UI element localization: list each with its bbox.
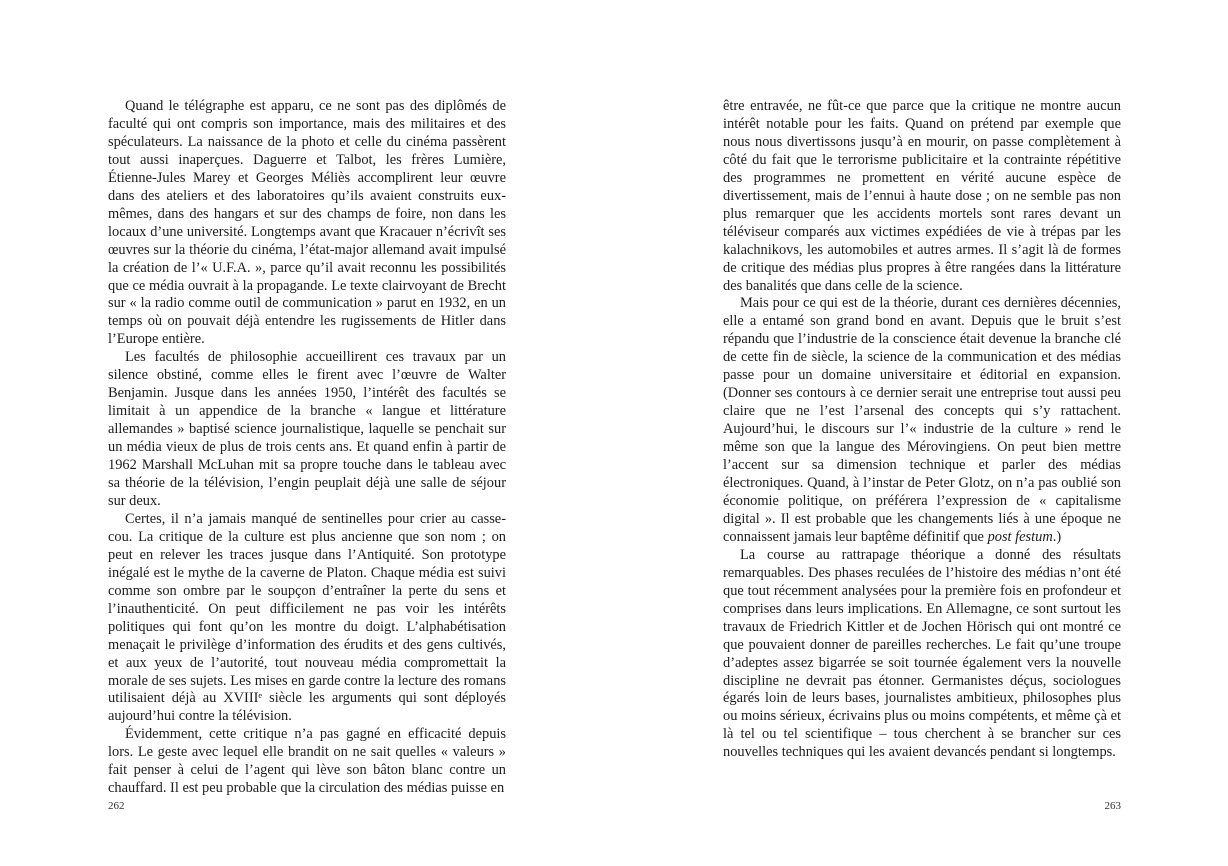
paragraph: Évidemment, cette critique n’a pas gagné en efficacité depuis lors. Le geste avec lequel elle brandit on ne sait quelles « valeurs » fait penser à celui de l’agent qui lève son bâton blanc contre un chauffard. Il est peu probable que la circulation des médias puisse en	[108, 726, 506, 797]
paragraph: Certes, il n’a jamais manqué de sentinelles pour crier au casse-cou. La critique de la culture est plus ancienne que son nom ; on peut en relever les traces jusque dans l’Antiquité. Son prototype inégalé est le mythe de la caverne de Platon. Chaque média est suivi comme son ombre par le soupçon d’entraîner la perte du sens et l’inauthenticité. On peut difficilement ne pas voir les intérêts politiques qui font qu’on les montre du doigt. L’alphabétisation menaçait le privilège d’information des érudits et des gens cultivés, et aux yeux de l’autorité, tout nouveau média compromettait la morale de ses sujets. Les mises en garde contre la lecture des romans utilisaient déjà au XVIIIᵉ siècle les arguments qui sont déployés aujourd’hui contre la télévision.	[108, 510, 506, 725]
page-number: 263	[1104, 800, 1121, 812]
paragraph: Quand le télégraphe est apparu, ce ne sont pas des diplômés de faculté qui ont compris son importance, mais des militaires et des spéculateurs. La naissance de la photo et celle du cinéma passèrent tout aussi inaperçues. Daguerre et Talbot, les frères Lumière, Étienne-Jules Marey et Georges Méliès accomplirent leur œuvre dans des ateliers et des laboratoires qu’ils avaient construits eux-mêmes, dans des hangars et sur des champs de foire, non dans les locaux d’une université. Longtemps avant que Kracauer n’écrivît ses œuvres sur la théorie du cinéma, l’état-major allemand avait impulsé la création de l’« U.F.A. », parce qu’il avait reconnu les possibilités que ce média ouvrait à la propagande. Le texte clairvoyant de Brecht sur « la radio comme outil de communication » parut en 1932, en un temps où on pouvait déjà entendre les rugissements de Hitler dans l’Europe entière.	[108, 98, 506, 348]
paragraph: Les facultés de philosophie accueillirent ces travaux par un silence obstiné, comme elles le firent avec l’œuvre de Walter Benjamin. Jusque dans les années 1950, l’intérêt des facultés se limitait à un appendice de la branche « langue et littérature allemandes » baptisé science journalistique, laquelle se penchait sur un média vieux de plus de trois cents ans. Et quand enfin à partir de 1962 Marshall McLuhan mit sa propre touche dans le tableau avec sa théorie de la télévision, l’engin peuplait déjà une salle de séjour sur deux.	[108, 349, 506, 509]
page-number: 262	[108, 800, 125, 812]
paragraph-continued: être entravée, ne fût-ce que parce que la critique ne montre aucun intérêt notable pour les faits. Quand on prétend par exemple que nous nous divertissons jusqu’à en mourir, on passe complètement à côté du fait que le terrorisme publicitaire et la contrainte répétitive des programmes ne promettent en vérité aucune espèce de divertissement, mais de l’ennui à haute dose ; on ne semble pas non plus remarquer que les accidents mortels sont rares devant un téléviseur comparés aux victimes expédiées de vie à trépas par les kalachnikovs, les automobiles et autres armes. Il s’agit là de formes de critique des médias plus propres à être rangées dans la littérature des banalités que dans celle de la science.	[723, 98, 1121, 294]
paragraph	[723, 295, 1121, 546]
right-text-column	[723, 98, 1121, 762]
left-text-column	[108, 98, 506, 798]
paragraph-text: Mais pour ce qui est de la théorie, durant ces dernières décennies, elle a entamé son grand bond en avant. Depuis que le bruit s’est répandu que l’industrie de la conscience était devenue la branche clé de cette fin de siècle, la science de la communication et des médias passe pour un domaine universitaire et éditorial en expansion. (Donner ses contours à ce dernier serait une entreprise tout aussi peu claire que ne l’est l’arsenal des concepts qui s’y rattachent. Aujourd’hui, le discours sur l’« industrie de la culture » rend le même son que la langue des Mérovingiens. On peut bien mettre l’accent sur sa dimension technique et parler des médias électroniques. Quand, à l’instar de Peter Glotz, on n’a pas oublié son économie politique, on préférera l’expression de « capitalisme digital ». Il est probable que les changements liés à une époque ne connaissent jamais leur baptême définitif que	[723, 295, 1121, 545]
paragraph-end: .)	[1052, 528, 1062, 545]
italic-phrase: post festum	[987, 528, 1053, 545]
paragraph: La course au rattrapage théorique a donné des résultats remarquables. Des phases reculées de l’histoire des médias n’ont été que tout récemment analysées pour la première fois en profondeur et comprises dans leurs implications. En Allemagne, ce sont surtout les travaux de Friedrich Kittler et de Jochen Hörisch qui ont montré ce que pouvaient donner de pareilles recherches. Le fait qu’une troupe d’adeptes assez bigarrée se soit tournée également vers la nouvelle discipline ne devrait pas étonner. Germanistes déçus, sociologues égarés loin de leurs bases, journalistes ambitieux, philosophes plus ou moins sérieux, écrivains plus ou moins compétents, et même çà et là tel ou tel scientifique – tous cherchent à se brancher sur ces nouvelles techniques qui les avaient devancés pendant si longtemps.	[723, 546, 1121, 761]
right-page	[614, 0, 1228, 866]
